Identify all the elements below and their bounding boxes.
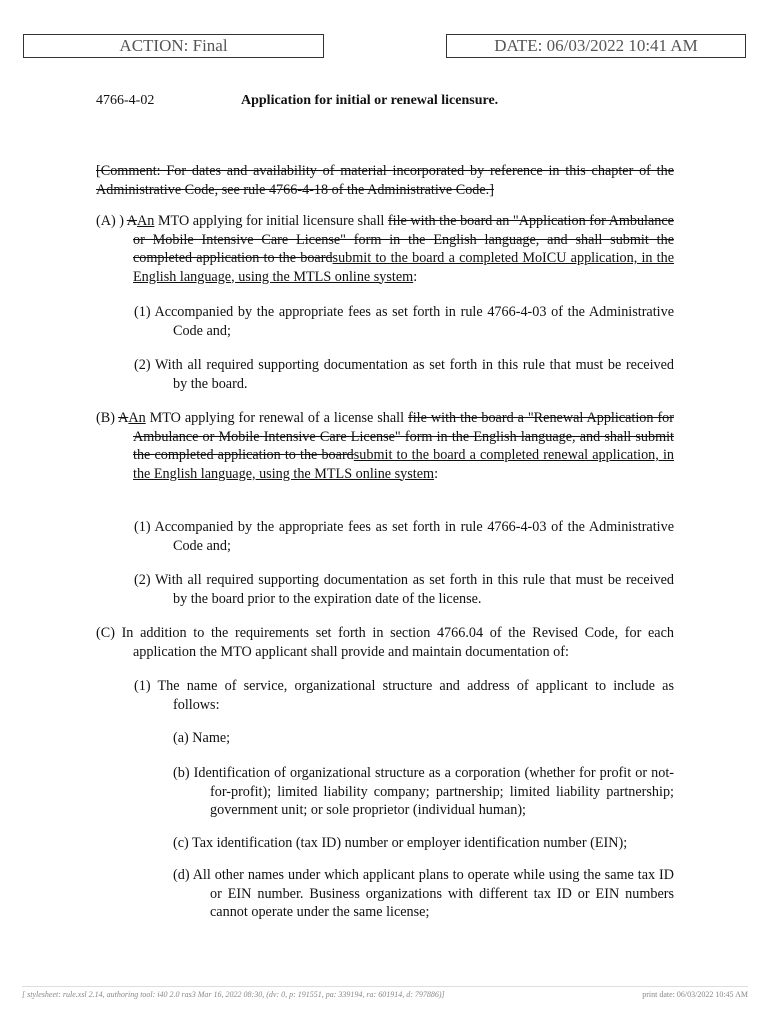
subitem-c: (c) Tax identification (tax ID) number or employer identification number (EIN); (173, 835, 628, 851)
paragraph-a-label: (A) ) (96, 213, 127, 229)
comment-paragraph: [Comment: For dates and availability of material incorporated by reference in this chapter of the Administrative Code, see rule 4766-4-18 of the Administrative Code.] (96, 163, 674, 198)
paragraph-text: MTO applying for initial licensure shall (154, 213, 388, 229)
date-box: DATE: 06/03/2022 10:41 AM (446, 34, 746, 58)
inserted-text: An (128, 410, 146, 426)
paragraph-text: : (413, 268, 418, 285)
subitem-b: (b) Identification of organizational structure as a corporation (whether for profit or not-for-profit); limited liability company; partnership; limited liability partnership; government unit; or sole proprietor (individual human); (173, 765, 674, 818)
paragraph-text: : (434, 465, 439, 482)
action-status-box: ACTION: Final (23, 34, 324, 58)
footer-divider (22, 986, 748, 987)
subitem-a: (a) Name; (173, 730, 231, 746)
footer-print-date: print date: 06/03/2022 10:45 AM (642, 990, 748, 999)
paragraph-c-item-1: (1) The name of service, organizational structure and address of applicant to include as follows: (134, 678, 674, 713)
paragraph-a-item-1: (1) Accompanied by the appropriate fees as set forth in rule 4766-4-03 of the Administrative Code and; (134, 304, 674, 339)
inserted-text: submit to the board a completed renewal application, in the English language, using the MTLS online system (133, 447, 674, 482)
paragraph-b-item-2: (2) With all required supporting documentation as set forth in this rule that must be received by the board prior to the expiration date of the license. (134, 572, 674, 607)
subitem-d: (d) All other names under which applicant plans to operate while using the same tax ID or EIN number. Business organizations with different tax ID or EIN numbers cannot operate under the same license; (173, 867, 674, 920)
deleted-text: file with the board a "Renewal Application for Ambulance or Mobile Intensive Care License" form in the English language, and shall submit the completed application to the board (133, 410, 674, 463)
paragraph-b-item-1: (1) Accompanied by the appropriate fees as set forth in rule 4766-4-03 of the Administrative Code and; (134, 519, 674, 554)
deleted-text: A (126, 213, 138, 229)
paragraph-c: (C) In addition to the requirements set forth in section 4766.04 of the Revised Code, for each application the MTO applicant shall provide and maintain documentation of: (96, 625, 674, 660)
paragraph-a-item-2: (2) With all required supporting documentation as set forth in this rule that must be received by the board. (134, 357, 674, 392)
paragraph-b (96, 409, 674, 483)
footer-stylesheet-info: [ stylesheet: rule.xsl 2.14, authoring tool: i40 2.0 ras3 Mar 16, 2022 08:30, (dv: 0, p: 191551, pa: 339194, ra: 601914, d: 797886)] (22, 990, 445, 999)
deleted-text: A (118, 410, 129, 426)
deleted-text: file with the board an "Application for Ambulance or Mobile Intensive Care License" form in the English language, and shall submit the completed application to the board (133, 213, 674, 266)
paragraph-text: MTO applying for renewal of a license shall (145, 410, 409, 426)
inserted-text: submit to the board a completed MoICU application, in the English language, using the MTLS online system (133, 250, 675, 285)
paragraph-a (96, 212, 674, 286)
rule-title: Application for initial or renewal licensure. (241, 93, 499, 108)
paragraph-b-label: (B) (96, 410, 119, 426)
inserted-text: An (137, 213, 155, 229)
rule-number: 4766-4-02 (96, 93, 155, 108)
